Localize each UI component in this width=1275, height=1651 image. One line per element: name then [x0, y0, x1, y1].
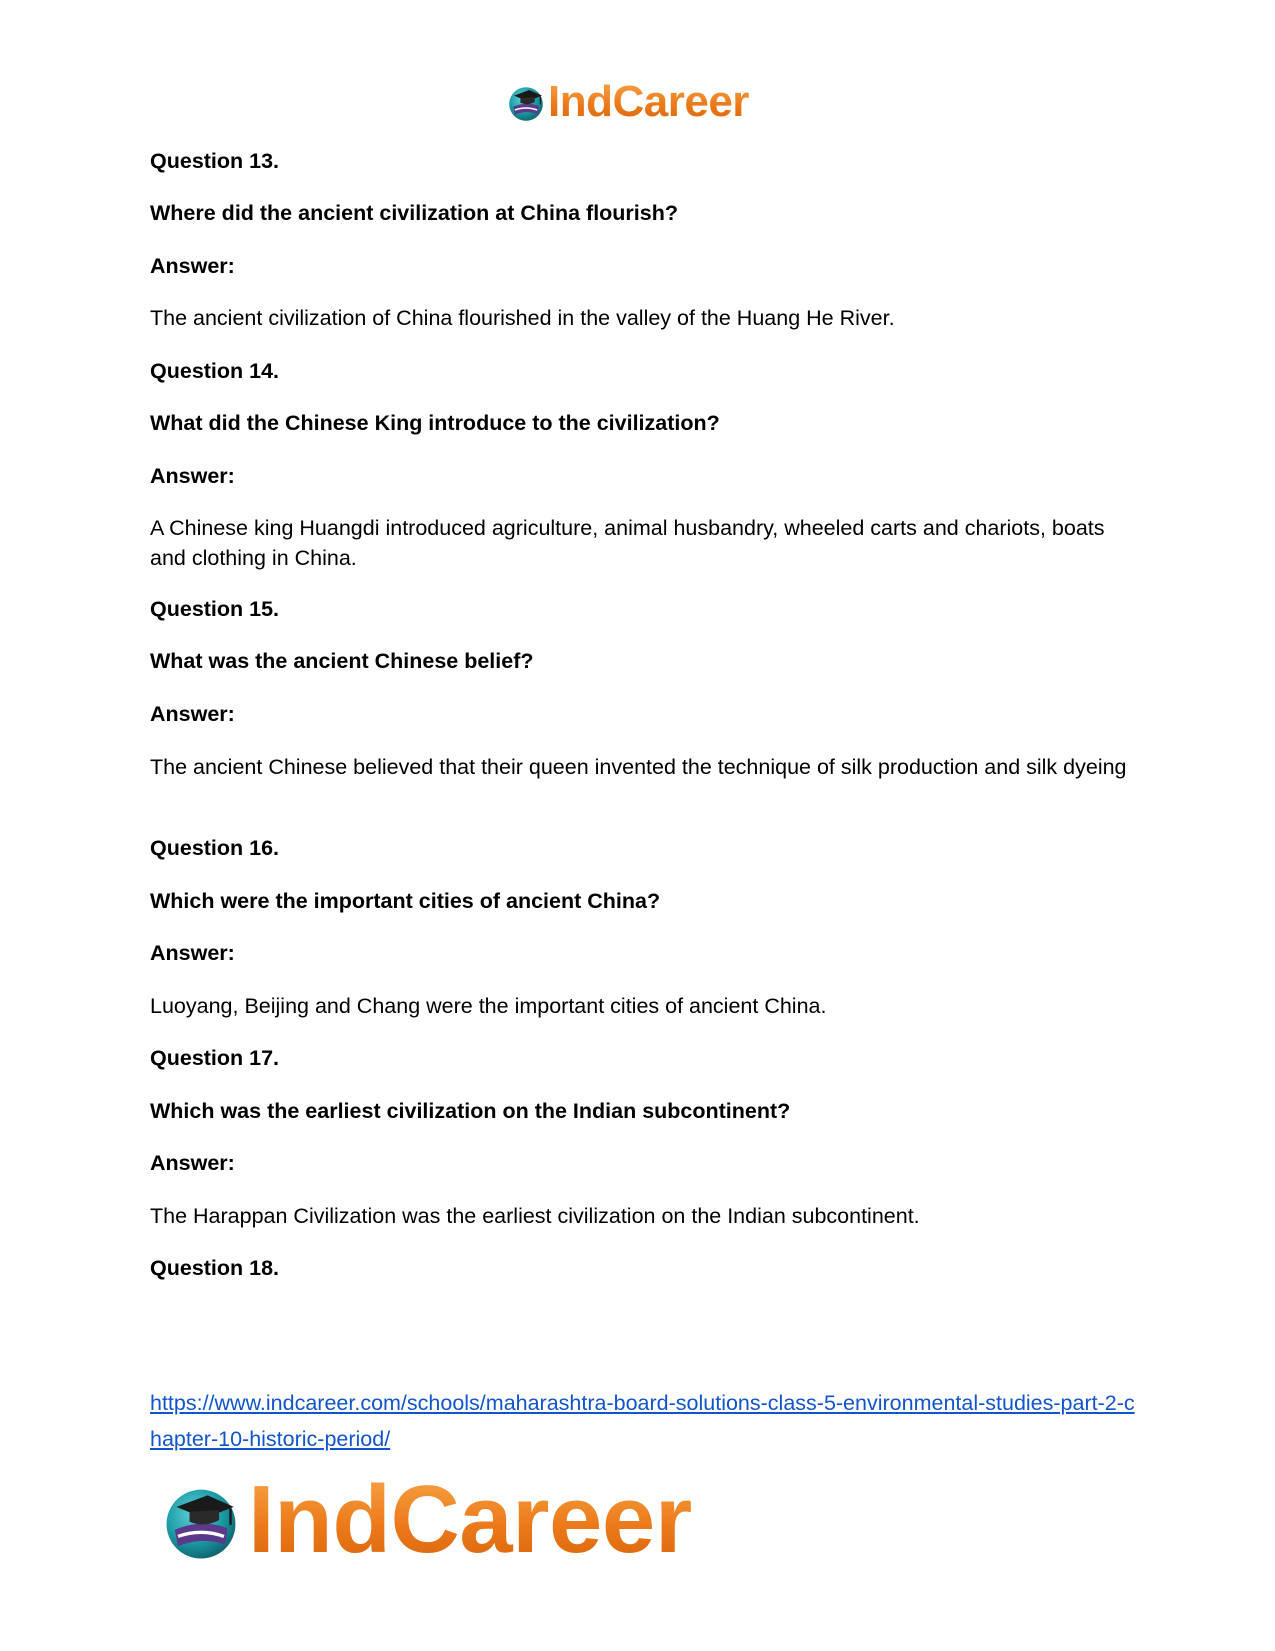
answer-label: Answer: [150, 254, 235, 278]
question-text: Which was the earliest civilization on the Indian subcontinent? [150, 1099, 791, 1123]
question-text: Where did the ancient civilization at China flourish? [150, 201, 678, 225]
answer-label: Answer: [150, 1151, 235, 1175]
question-label: Question 14. [150, 359, 280, 383]
question-label: Question 13. [150, 149, 280, 173]
source-link[interactable]: https://www.indcareer.com/schools/maharashtra-board-solutions-class-5-environmental-studies-part-2-chapter-10-historic-period/ [150, 1391, 1135, 1451]
graduation-cap-globe-icon [506, 82, 546, 122]
answer-text: The Harappan Civilization was the earliest civilization on the Indian subcontinent. [150, 1204, 920, 1228]
answer-text: A Chinese king Huangdi introduced agriculture, animal husbandry, wheeled carts and chariots, boats and clothing in China. [150, 516, 1105, 570]
question-label: Question 16. [150, 836, 280, 860]
question-text: What did the Chinese King introduce to the civilization? [150, 411, 720, 435]
answer-label: Answer: [150, 702, 235, 726]
logo-wordmark: IndCareer [248, 1466, 692, 1573]
graduation-cap-globe-icon [160, 1479, 242, 1561]
question-label: Question 17. [150, 1046, 280, 1070]
answer-label: Answer: [150, 941, 235, 965]
logo-wordmark: IndCareer [548, 77, 749, 126]
question-label: Question 18. [150, 1256, 280, 1280]
answer-text: The ancient civilization of China flourished in the valley of the Huang He River. [150, 306, 895, 330]
answer-text: The ancient Chinese believed that their queen invented the technique of silk production and silk dyeing [150, 755, 1127, 779]
answer-label: Answer: [150, 464, 235, 488]
question-label: Question 15. [150, 597, 280, 621]
question-text: Which were the important cities of ancient China? [150, 889, 661, 913]
question-text: What was the ancient Chinese belief? [150, 649, 534, 673]
answer-text: Luoyang, Beijing and Chang were the important cities of ancient China. [150, 994, 827, 1018]
footer-logo [160, 1466, 692, 1573]
header-logo [506, 77, 749, 126]
